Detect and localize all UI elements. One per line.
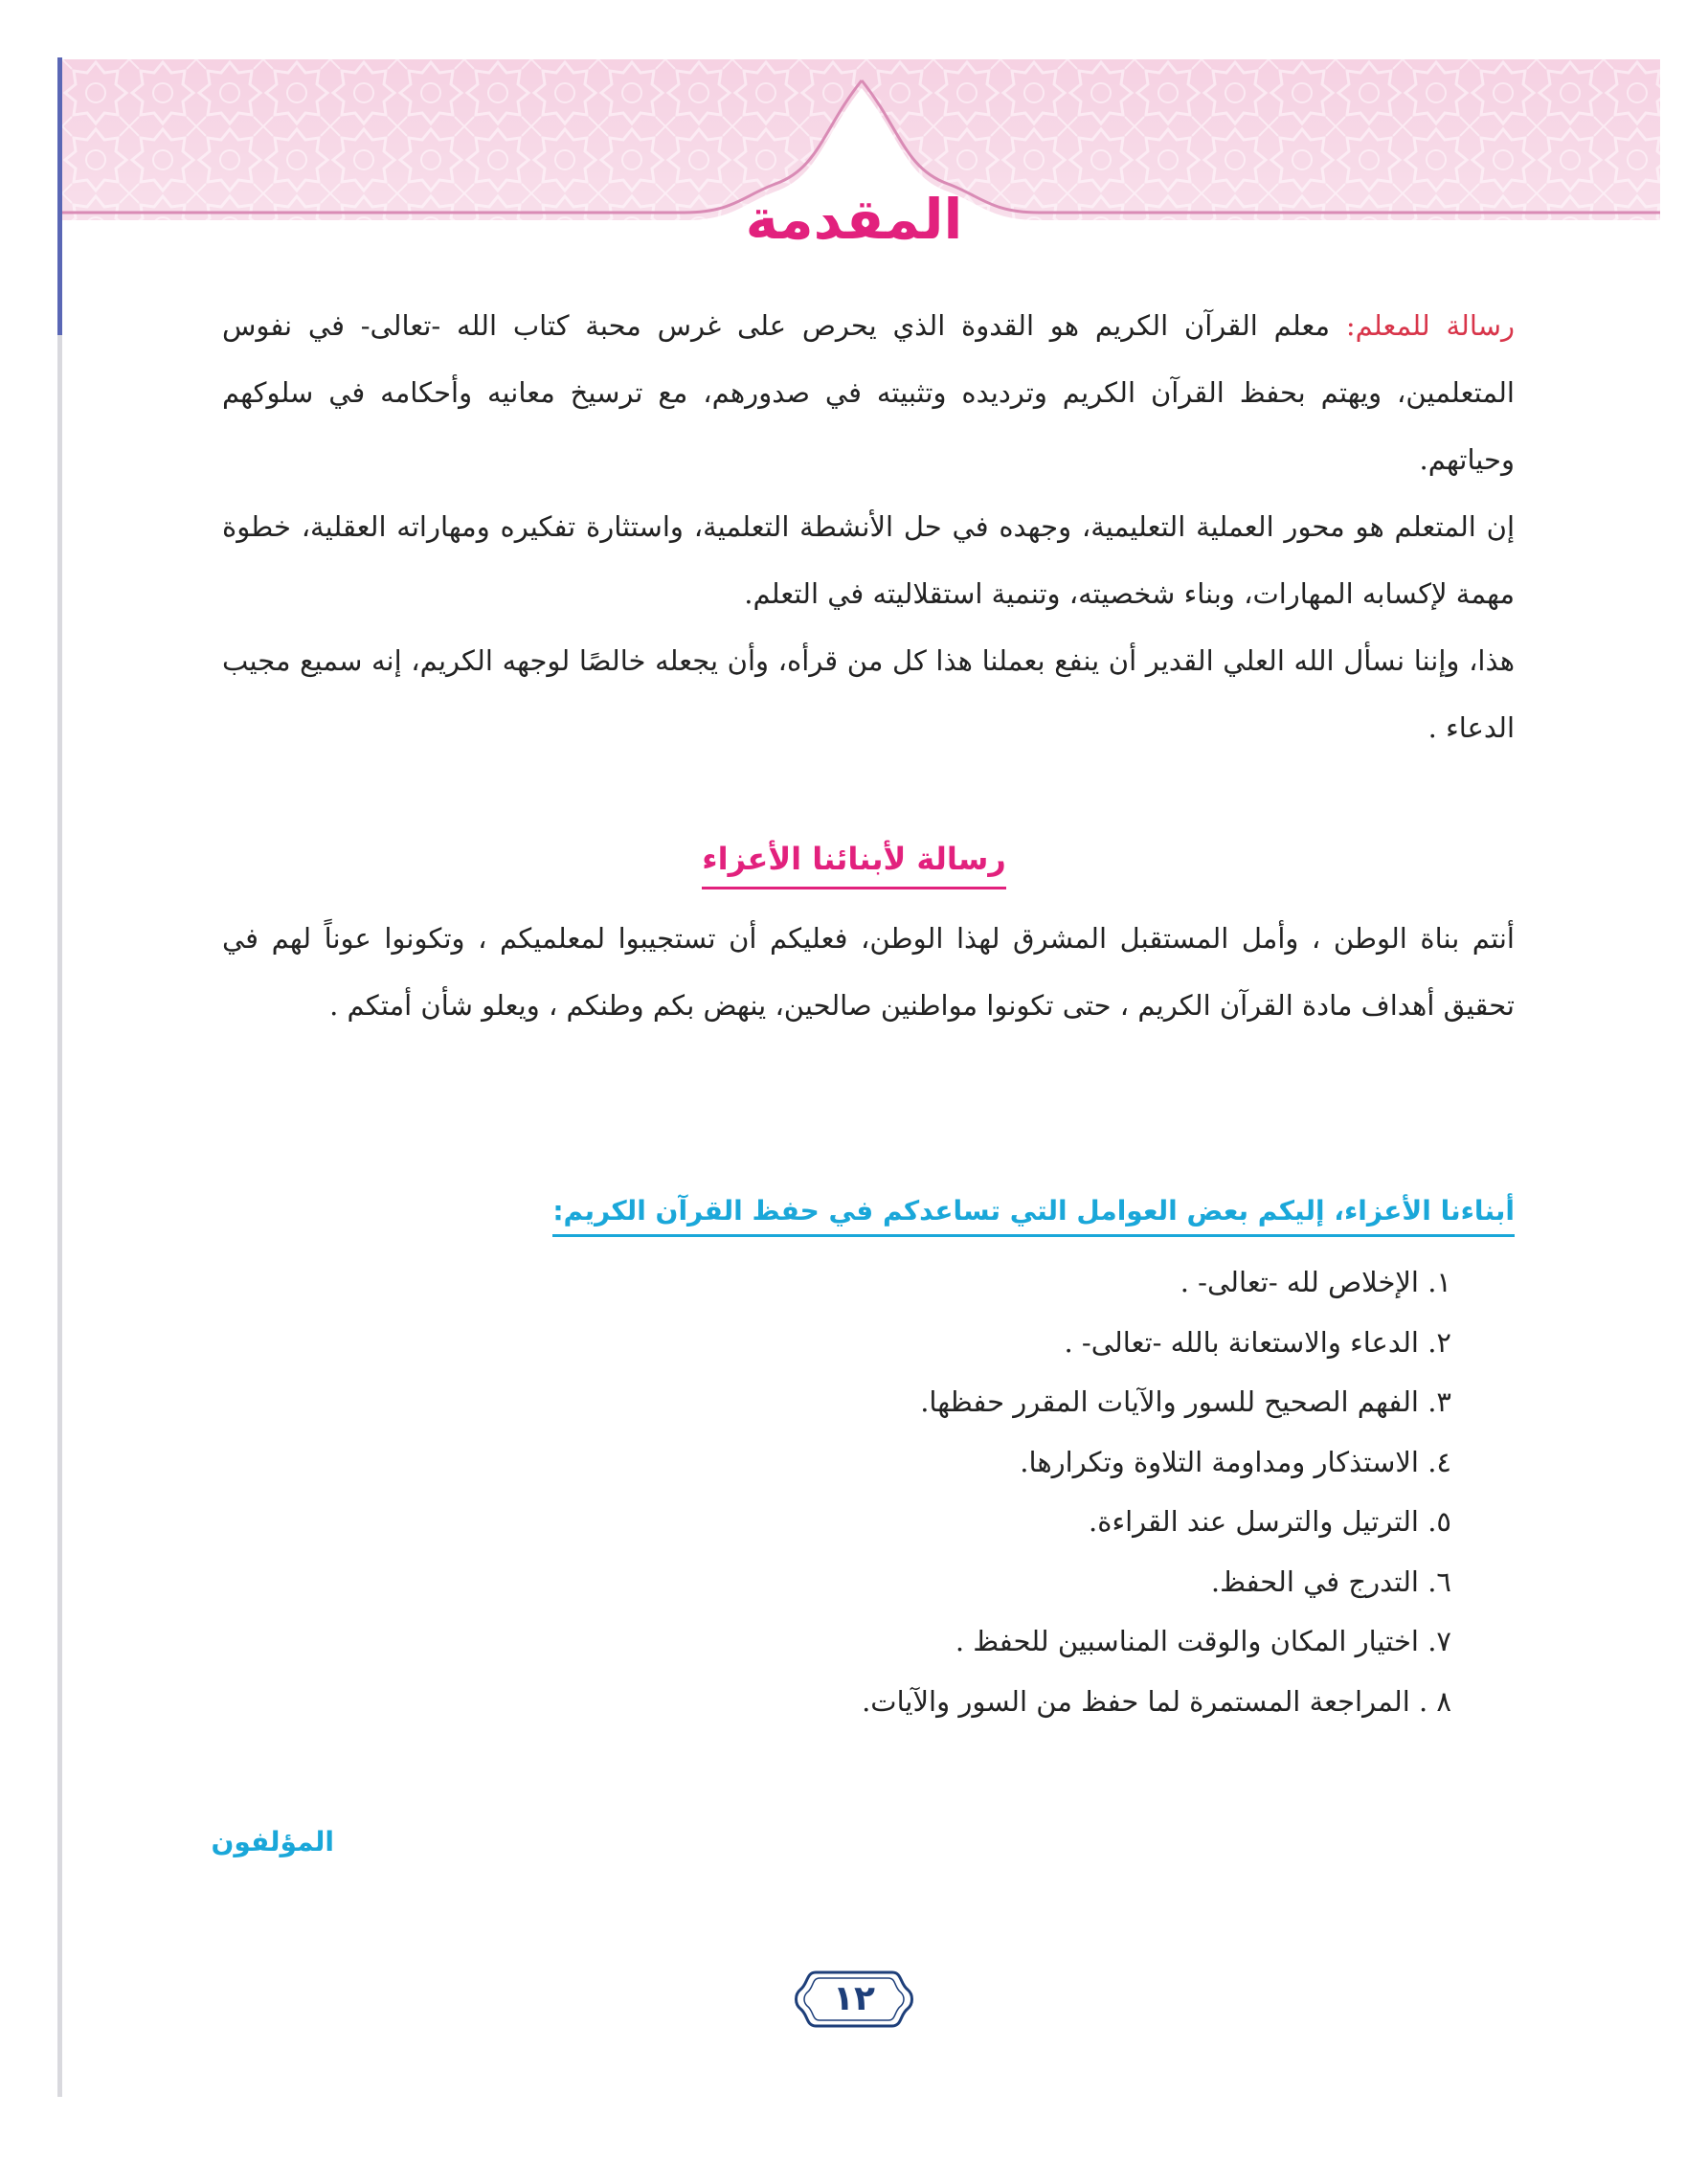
page-number: ١٢ — [833, 1979, 875, 2018]
sons-message-heading: رسالة لأبنائنا الأعزاء — [702, 841, 1006, 889]
page-title: المقدمة — [745, 187, 963, 252]
sons-paragraph — [222, 905, 1515, 1039]
list-item: ٣. الفهم الصحيح للسور والآيات المقرر حفظها. — [920, 1385, 1451, 1418]
sons-message-text: أنتم بناة الوطن ، وأمل المستقبل المشرق لهذا الوطن، فعليكم أن تستجيبوا لمعلميكم ، وتكونوا عوناً لهم في تحقيق أهداف مادة القرآن الكريم ، حتى تكونوا مواطنين صالحين، ينهض بكم وطنكم ، ويعلو شأن أمتكم . — [222, 922, 1515, 1022]
list-item: ٧. اختيار المكان والوقت المناسبين للحفظ . — [955, 1625, 1451, 1657]
teacher-paragraph-1 — [222, 292, 1515, 493]
factors-heading: أبناءنا الأعزاء، إليكم بعض العوامل التي تساعدكم في حفظ القرآن الكريم: — [552, 1195, 1515, 1237]
factors-list — [590, 1252, 1451, 1731]
list-item: ٦. التدرج في الحفظ. — [1210, 1564, 1451, 1598]
teacher-paragraph-2 — [222, 493, 1515, 627]
list-item: ٤. الاستذكار ومداومة التلاوة وتكرارها. — [1020, 1445, 1451, 1478]
list-item: ١. الإخلاص لله -تعالى- . — [1180, 1266, 1451, 1298]
teacher-message-lead: رسالة للمعلم: — [1345, 309, 1515, 342]
page-edge-rule — [57, 57, 62, 2097]
teacher-message-text: معلم القرآن الكريم هو القدوة الذي يحرص على غرس محبة كتاب الله -تعالى- في نفوس المتعلمين، ويهتم بحفظ القرآن الكريم وترديده وتثبيته في صدورهم، مع ترسيخ معانيه وأحكامه في سلوكهم وحياتهم. — [222, 309, 1515, 476]
sons-message-heading-wrap — [0, 841, 1708, 889]
teacher-paragraph-3 — [222, 627, 1515, 761]
list-item: ٢. الدعاء والاستعانة بالله -تعالى- . — [1064, 1325, 1451, 1359]
learner-paragraph: إن المتعلم هو محور العملية التعليمية، وجهده في حل الأنشطة التعلمية، واستثارة تفكيره ومهاراته العقلية، خطوة مهمة لإكسابه المهارات، وبناء شخصيته، وتنمية استقلاليته في التعلم. — [222, 510, 1515, 610]
list-item: ٨ . المراجعة المستمرة لما حفظ من السور والآيات. — [862, 1684, 1451, 1718]
authors-signature: المؤلفون — [211, 1826, 334, 1857]
list-item: ٥. الترتيل والترسل عند القراءة. — [1089, 1505, 1451, 1538]
prayer-paragraph: هذا، وإننا نسأل الله العلي القدير أن ينفع بعملنا هذا كل من قرأه، وأن يجعله خالصًا لوجهه الكريم، إنه سميع مجيب الدعاء . — [222, 644, 1515, 744]
page-number-badge — [795, 1969, 913, 2030]
